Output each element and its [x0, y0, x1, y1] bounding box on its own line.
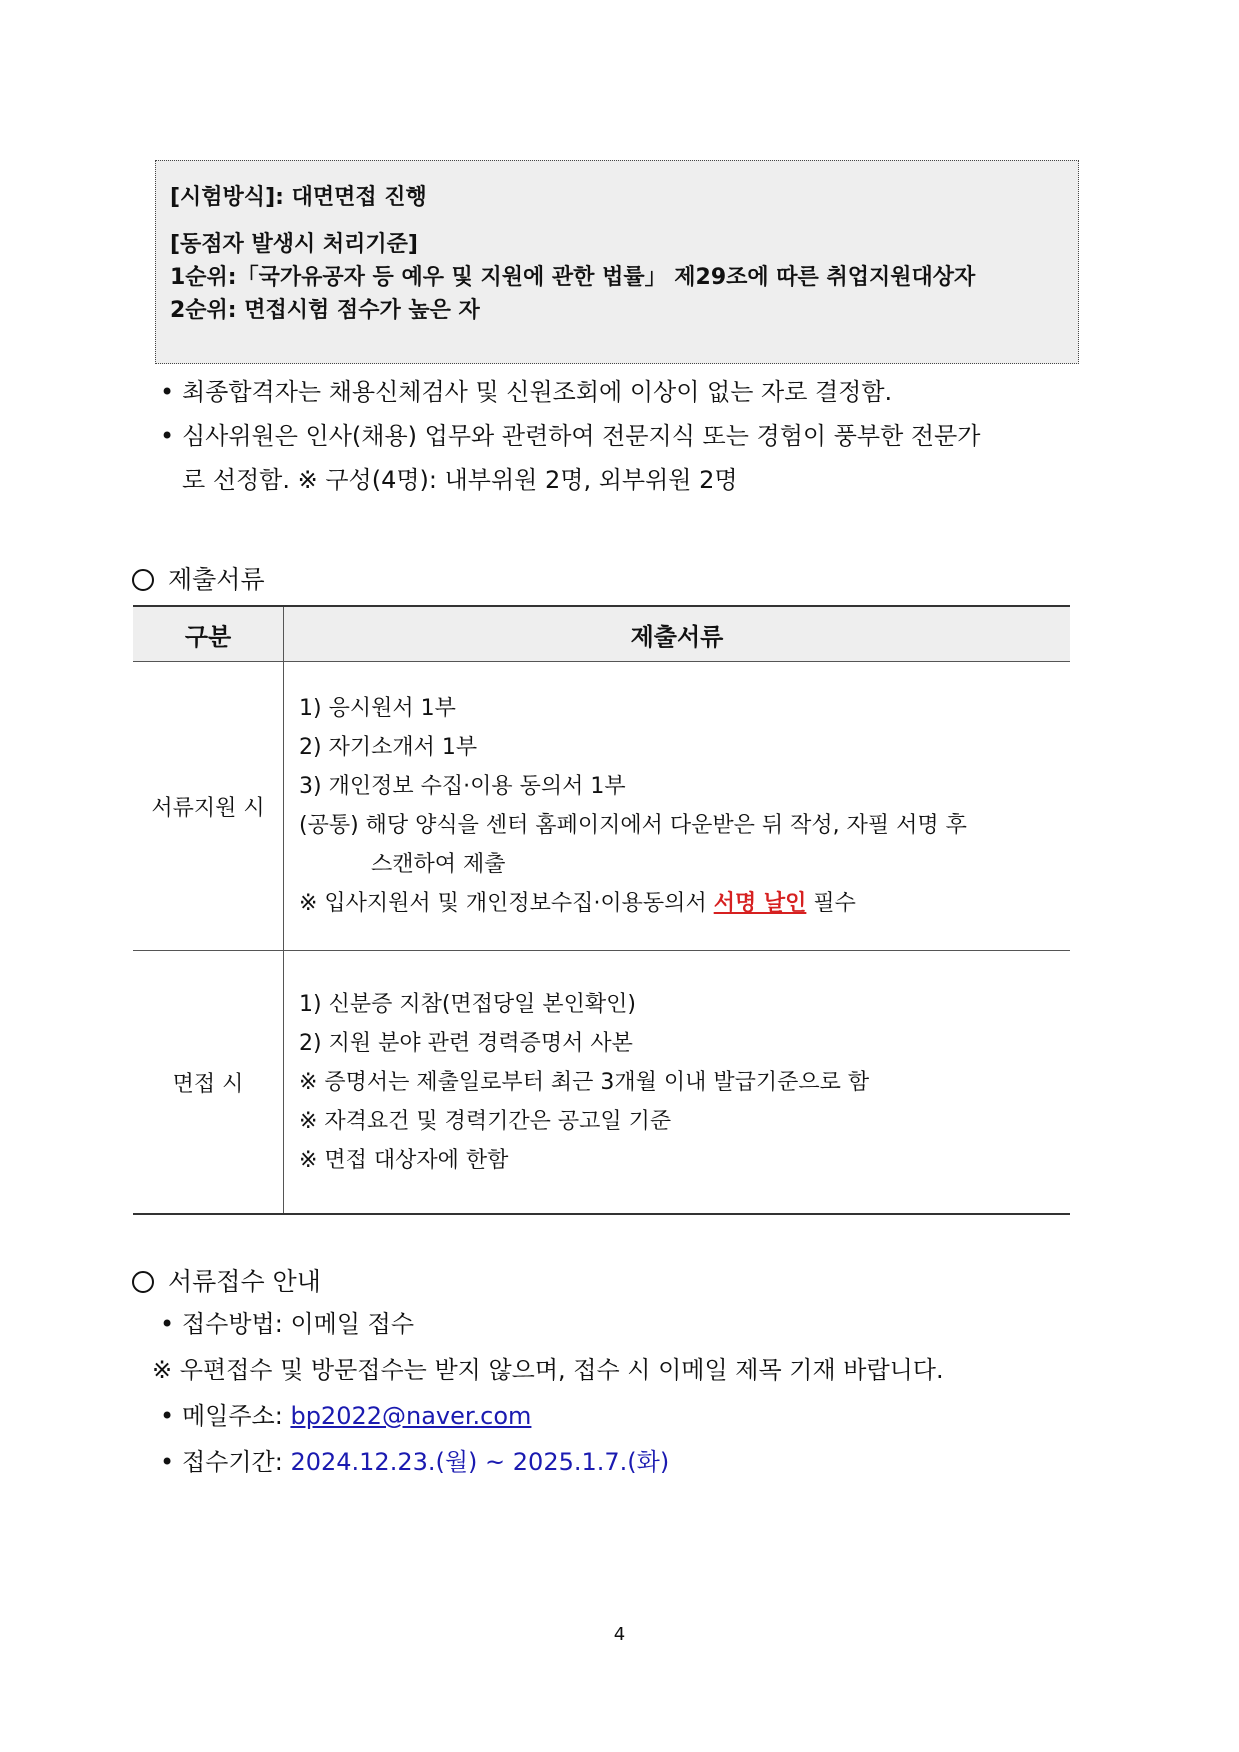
table-header-row: [133, 606, 1070, 662]
table-row: [133, 662, 1070, 951]
bullet-icon: •: [160, 422, 175, 450]
signature-highlight: 서명 날인: [713, 891, 807, 916]
list-item: ※ 면접 대상자에 한함: [299, 1147, 509, 1173]
list-item: 1) 응시원서 1부: [299, 696, 456, 721]
tie-break-rank2: 2순위: 면접시험 점수가 높은 자: [170, 298, 480, 323]
bullet-icon: •: [160, 378, 175, 406]
header-category: 구분: [133, 606, 284, 662]
tie-break-title: [동점자 발생시 처리기준]: [170, 232, 418, 257]
application-items: [285, 689, 1069, 923]
documents-table: [133, 605, 1070, 1215]
bullet-icon: •: [160, 1310, 175, 1338]
reception-warning: ※ 우편접수 및 방문접수는 받지 않으며, 접수 시 이메일 제목 기재 바랍니다.: [152, 1356, 944, 1384]
list-item: ※ 증명서는 제출일로부터 최근 3개월 이내 발급기준으로 함: [299, 1069, 870, 1095]
category-interview: 면접 시: [133, 951, 284, 1215]
signature-note: ※ 입사지원서 및 개인정보수집·이용동의서 서명 날인 필수: [299, 891, 856, 916]
table-row: [133, 951, 1070, 1215]
list-item: (공통) 해당 양식을 센터 홈페이지에서 다운받은 뒤 작성, 자필 서명 후: [299, 813, 967, 838]
documents-section-title: 제출서류: [132, 560, 265, 596]
list-item: 3) 개인정보 수집·이용 동의서 1부: [299, 774, 626, 799]
list-item: 2) 자기소개서 1부: [299, 735, 478, 760]
period-value: 2024.12.23.(월) ~ 2025.1.7.(화): [290, 1448, 670, 1476]
circle-icon: [132, 569, 154, 591]
reception-section-title: 서류접수 안내: [132, 1262, 321, 1298]
interview-items: [285, 985, 1069, 1180]
list-item: ※ 자격요건 및 경력기간은 공고일 기준: [299, 1108, 672, 1134]
list-item: 1) 신분증 지참(면접당일 본인확인): [299, 991, 637, 1017]
page-number: 4: [613, 1624, 626, 1645]
bullet-icon: •: [160, 1448, 175, 1476]
list-item: 2) 지원 분야 관련 경력증명서 사본: [299, 1030, 633, 1056]
exam-info-box: [155, 160, 1079, 364]
exam-method: [시험방식]: 대면면접 진행: [170, 185, 427, 210]
email-link[interactable]: bp2022@naver.com: [290, 1402, 532, 1430]
category-application: 서류지원 시: [133, 662, 284, 951]
list-item: 스캔하여 제출: [371, 852, 506, 877]
bullet-icon: •: [160, 1402, 175, 1430]
circle-icon: [132, 1271, 154, 1293]
tie-break-rank1: 1순위:「국가유공자 등 예우 및 지원에 관한 법률」 제29조에 따른 취업지원대상자: [170, 265, 976, 290]
header-documents: 제출서류: [284, 606, 1071, 662]
